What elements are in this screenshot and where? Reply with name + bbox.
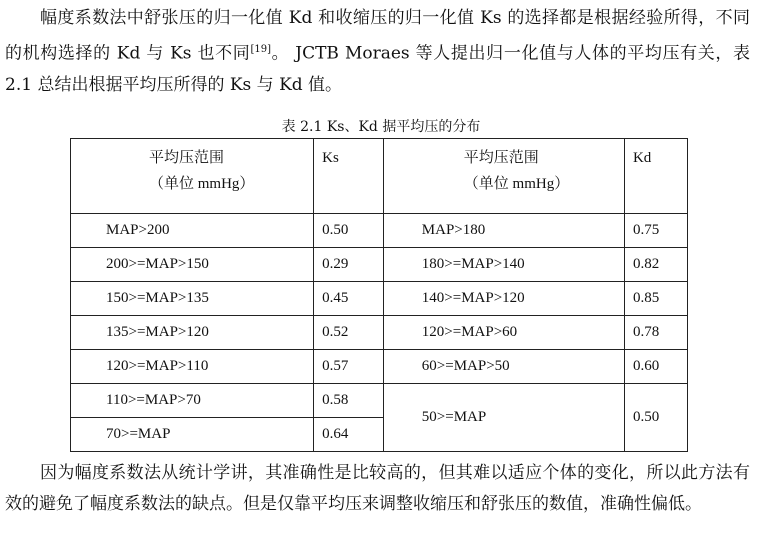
ks-value-cell: 0.45 bbox=[314, 282, 384, 316]
kd-value-cell: 0.50 bbox=[624, 384, 687, 452]
ks-range-cell: MAP>200 bbox=[71, 214, 314, 248]
table-row bbox=[71, 214, 688, 248]
header-kd: Kd bbox=[624, 139, 687, 214]
table-row bbox=[71, 316, 688, 350]
table-row bbox=[71, 248, 688, 282]
ks-value-cell: 0.50 bbox=[314, 214, 384, 248]
ks-kd-table bbox=[70, 138, 688, 452]
kd-value-cell: 0.78 bbox=[624, 316, 687, 350]
header-range-right bbox=[383, 139, 624, 214]
kd-range-cell: 180>=MAP>140 bbox=[383, 248, 624, 282]
table-row bbox=[71, 350, 688, 384]
header-range-left-line2: （单位 mmHg） bbox=[149, 176, 255, 192]
table-header-row bbox=[71, 139, 688, 214]
header-range-left-line1: 平均压范围 bbox=[149, 150, 225, 166]
ks-range-cell: 70>=MAP bbox=[71, 418, 314, 452]
ks-range-cell: 200>=MAP>150 bbox=[71, 248, 314, 282]
kd-range-cell: 140>=MAP>120 bbox=[383, 282, 624, 316]
kd-range-cell: 120>=MAP>60 bbox=[383, 316, 624, 350]
kd-range-cell: 60>=MAP>50 bbox=[383, 350, 624, 384]
header-ks: Ks bbox=[314, 139, 384, 214]
table-row bbox=[71, 282, 688, 316]
intro-text-rest: 。 JCTB Moraes 等人提出归一化值与人体的平均压有关，表 2.1 总结出根据平均压所得的 Ks 与 Kd 值。 bbox=[5, 43, 750, 95]
ks-value-cell: 0.57 bbox=[314, 350, 384, 384]
intro-text-main: 幅度系数法中舒张压的归一化值 Kd 和收缩压的归一化值 Ks 的选择都是根据经验所得，不同的机构选择的 Kd 与 Ks 也不同 bbox=[5, 8, 750, 64]
conclusion-paragraph: 因为幅度系数法从统计学讲，其准确性是比较高的，但其难以适应个体的变化，所以此方法有效的避免了幅度系数法的缺点。但是仅靠平均压来调整收缩压和舒张压的数值，准确性偏低。 bbox=[5, 463, 750, 514]
ks-range-cell: 110>=MAP>70 bbox=[71, 384, 314, 418]
intro-paragraph bbox=[5, 3, 750, 101]
ks-value-cell: 0.58 bbox=[314, 384, 384, 418]
kd-value-cell: 0.82 bbox=[624, 248, 687, 282]
kd-value-cell: 0.75 bbox=[624, 214, 687, 248]
header-range-right-line2: （单位 mmHg） bbox=[463, 176, 570, 192]
ks-value-cell: 0.64 bbox=[314, 418, 384, 452]
ks-range-cell: 150>=MAP>135 bbox=[71, 282, 314, 316]
kd-value-cell: 0.85 bbox=[624, 282, 687, 316]
kd-value-cell: 0.60 bbox=[624, 350, 687, 384]
kd-range-cell: MAP>180 bbox=[383, 214, 624, 248]
header-range-right-line1: 平均压范围 bbox=[463, 150, 539, 166]
table-caption: 表 2.1 Ks、Kd 据平均压的分布 bbox=[281, 119, 481, 135]
table-row bbox=[71, 384, 688, 418]
citation-ref: [19] bbox=[250, 44, 271, 55]
ks-range-cell: 135>=MAP>120 bbox=[71, 316, 314, 350]
ks-value-cell: 0.29 bbox=[314, 248, 384, 282]
ks-range-cell: 120>=MAP>110 bbox=[71, 350, 314, 384]
ks-value-cell: 0.52 bbox=[314, 316, 384, 350]
kd-range-cell: 50>=MAP bbox=[383, 384, 624, 452]
header-range-left bbox=[71, 139, 314, 214]
